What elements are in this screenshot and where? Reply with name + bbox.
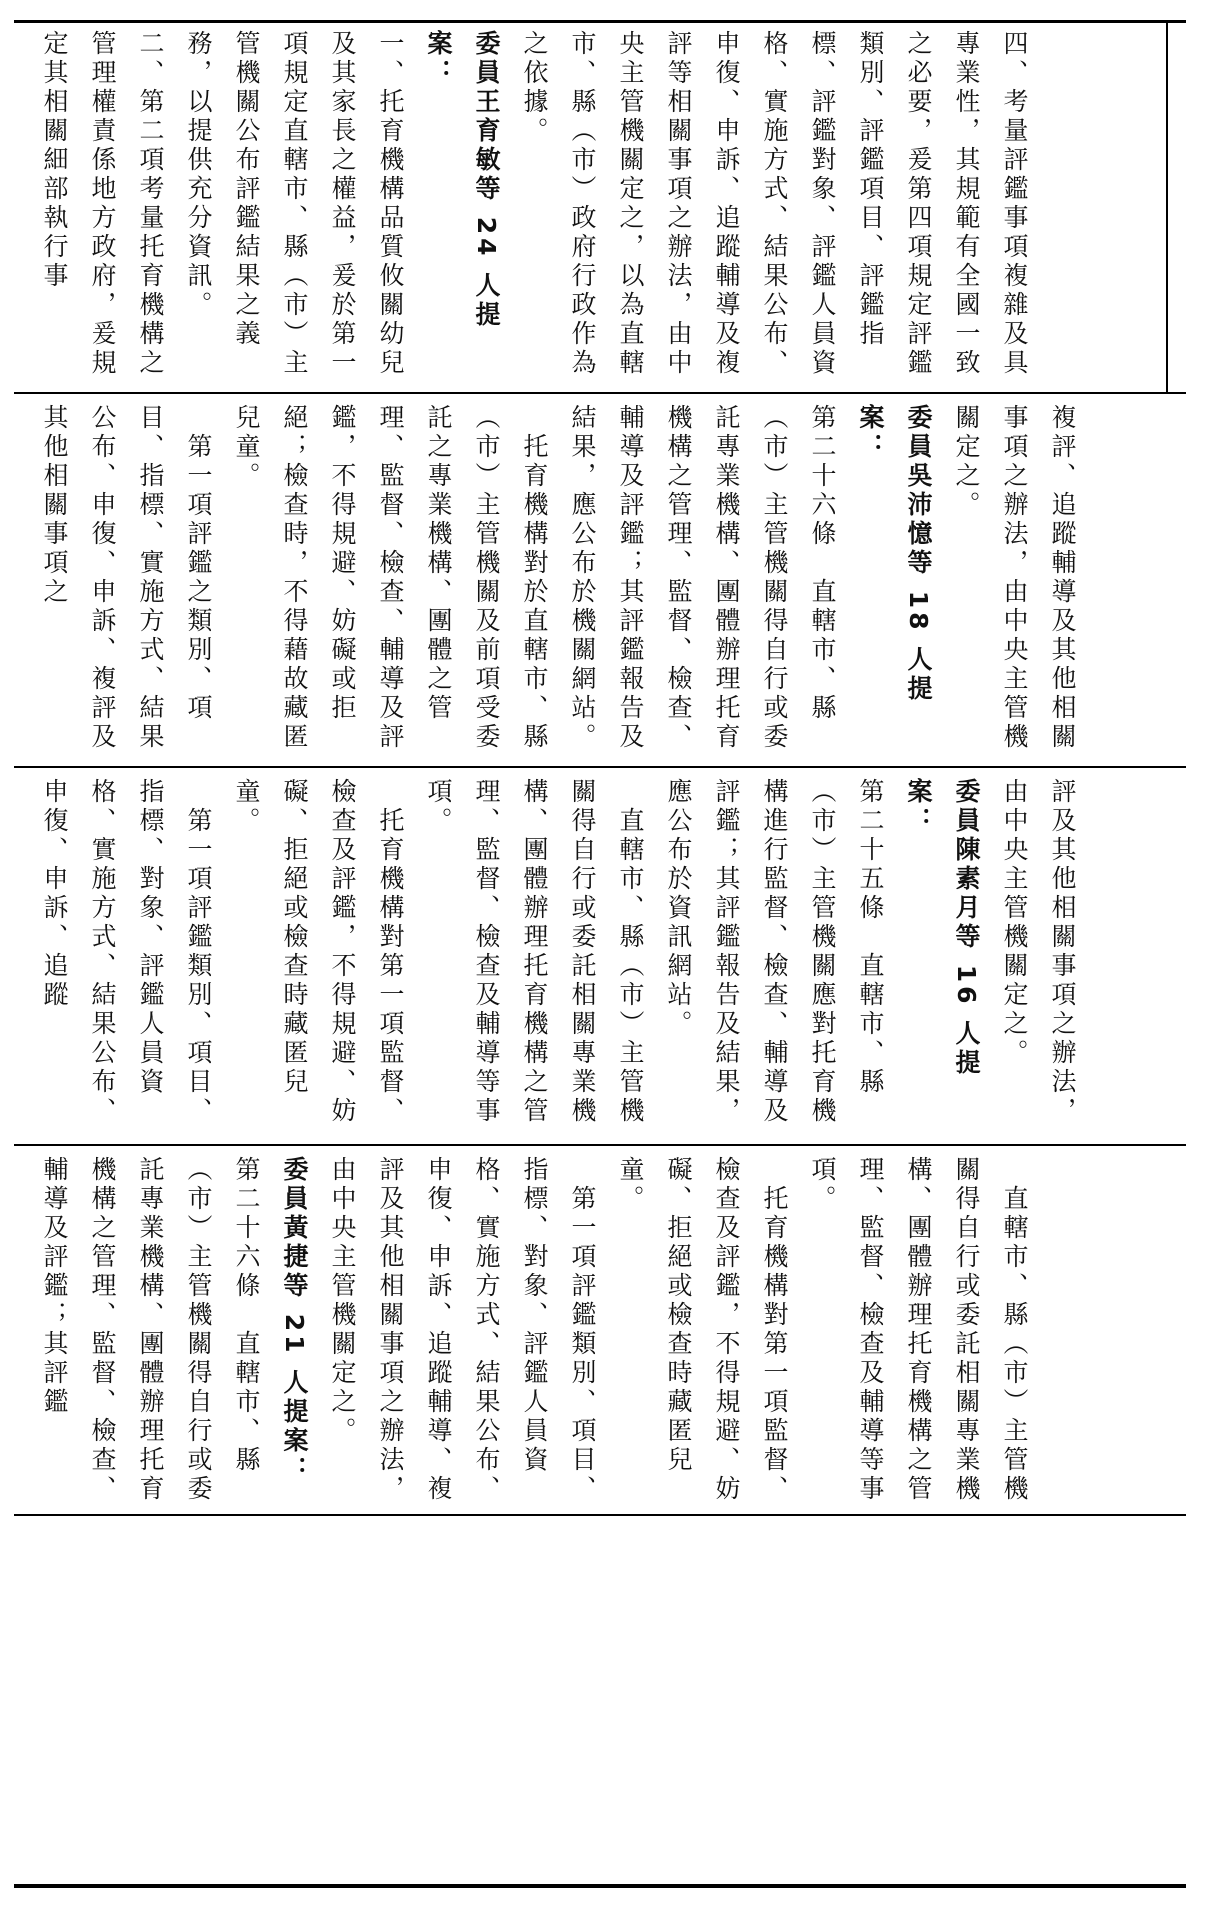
paragraph: 第二十六條 直轄市、縣（市）主管機關得自行或委託專業機構、團體辦理托育機構之管理、監督、檢查、輔導及評鑑；其評鑑報告及結果，應公布於機關網站。	[568, 404, 837, 752]
vertical-text-block	[30, 30, 1038, 382]
vertical-text-block	[30, 404, 1086, 756]
vertical-text-block	[30, 1156, 1038, 1504]
text-panel-2	[30, 404, 1180, 756]
proposal-heading: 委員吳沛憶等 18 人提案：	[856, 404, 933, 705]
proposal-heading: 委員黃捷等 21 人提案：	[280, 1156, 309, 1486]
paragraph: 二、第二項考量托育機構之管理權責係地方政府，爰規定其相關細部執行事	[40, 30, 165, 378]
column-divider	[14, 1514, 1186, 1516]
bottom-rule	[14, 1884, 1186, 1888]
vertical-text-block	[30, 778, 1086, 1134]
paragraph: 托育機構對第一項監督、檢查及評鑑，不得規避、妨礙、拒絕或檢查時藏匿兒童。	[232, 778, 405, 1126]
paragraph: 第一項評鑑類別、項目、指標、對象、評鑑人員資格、實施方式、結果公布、申復、申訴、追蹤	[40, 778, 213, 1126]
paragraph: 一、托育機構品質攸關幼兒及其家長之權益，爰於第一項規定直轄市、縣（市）主管機關公布評鑑結果之義務，以提供充分資訊。	[184, 30, 405, 378]
paragraph: 托育機構對第一項監督、檢查及評鑑，不得規避、妨礙、拒絕或檢查時藏匿兒童。	[616, 1156, 789, 1504]
paragraph: 複評、追蹤輔導及其他相關事項之辦法，由中央主管機關定之。	[952, 404, 1077, 752]
text-panel-1	[30, 30, 1180, 382]
top-rule	[14, 20, 1186, 23]
proposal-heading: 委員王育敏等 24 人提案：	[424, 30, 501, 331]
paragraph: 第一項評鑑類別、項目、指標、對象、評鑑人員資格、實施方式、結果公布、申復、申訴、追蹤輔導、複評及其他相關事項之辦法，由中央主管機關定之。	[328, 1156, 597, 1504]
column-divider	[14, 766, 1186, 768]
proposal-heading: 委員陳素月等 16 人提案：	[904, 778, 981, 1079]
paragraph: 評及其他相關事項之辦法，由中央主管機關定之。	[1000, 778, 1077, 1126]
paragraph: 第二十六條 直轄市、縣（市）主管機關得自行或委託專業機構、團體辦理托育機構之管理、監督、檢查、輔導及評鑑；其評鑑	[40, 1156, 261, 1504]
text-panel-3	[30, 778, 1180, 1134]
column-divider	[14, 392, 1186, 394]
paragraph: 第一項評鑑之類別、項目、指標、實施方式、結果公布、申復、申訴、複評及其他相關事項之	[40, 404, 213, 752]
text-panel-4	[30, 1156, 1180, 1504]
paragraph: 四、考量評鑑事項複雜及具專業性，其規範有全國一致之必要，爰第四項規定評鑑類別、評鑑項目、評鑑指標、評鑑對象、評鑑人員資格、實施方式、結果公布、申復、申訴、追蹤輔導及複評等相關事項之辦法，由中央主管機關定之，以為直轄市、縣（市）政府行政作為之依據。	[520, 30, 1029, 378]
paragraph: 直轄市、縣（市）主管機關得自行或委託相關專業機構、團體辦理托育機構之管理、監督、檢查及輔導等事項。	[808, 1156, 1029, 1504]
paragraph: 直轄市、縣（市）主管機關得自行或委託相關專業機構、團體辦理托育機構之管理、監督、檢查及輔導等事項。	[424, 778, 645, 1126]
paragraph: 托育機構對於直轄市、縣（市）主管機關及前項受委託之專業機構、團體之管理、監督、檢查、輔導及評鑑，不得規避、妨礙或拒絕；檢查時，不得藉故藏匿兒童。	[232, 404, 549, 752]
column-divider	[14, 1144, 1186, 1146]
paragraph: 第二十五條 直轄市、縣（市）主管機關應對托育機構進行監督、檢查、輔導及評鑑；其評鑑報告及結果，應公布於資訊網站。	[664, 778, 885, 1126]
